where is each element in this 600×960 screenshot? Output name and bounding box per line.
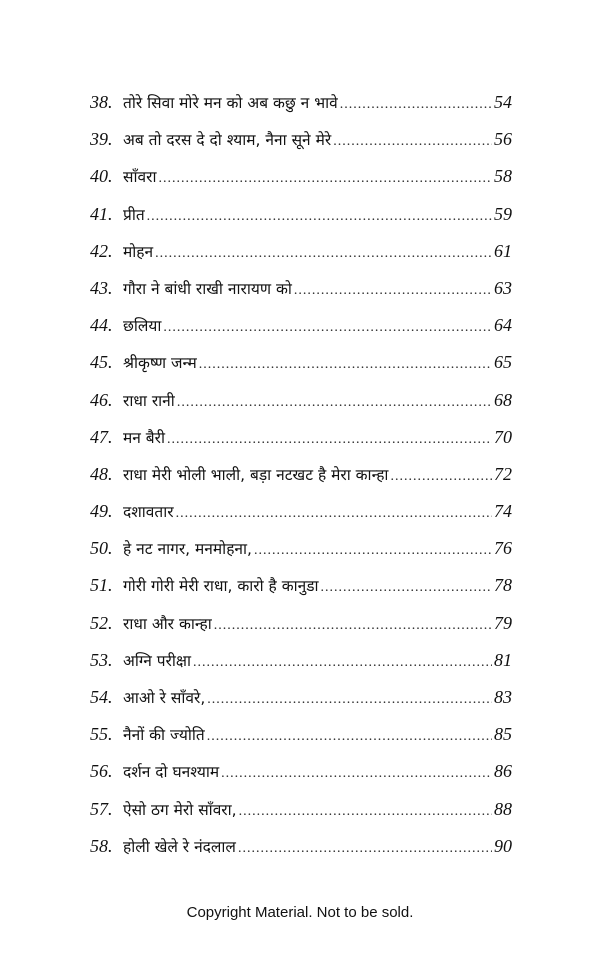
entry-number: 58. — [90, 835, 113, 856]
dot-leader — [238, 830, 492, 867]
dot-leader — [254, 532, 492, 569]
dot-leader — [176, 495, 492, 532]
entry-page-number: 58 — [494, 166, 512, 187]
toc-entry — [90, 642, 512, 679]
entry-page-number: 74 — [494, 501, 512, 522]
entry-title: दशावतार — [123, 503, 174, 522]
entry-page-number: 81 — [494, 649, 512, 670]
dot-leader — [214, 607, 492, 644]
entry-title: मन बैरी — [123, 428, 166, 447]
dot-leader — [321, 569, 492, 606]
entry-number: 42. — [90, 240, 113, 261]
entry-page-number: 56 — [494, 129, 512, 150]
entry-title: साँवरा — [123, 168, 157, 187]
entry-number: 49. — [90, 501, 113, 522]
entry-number: 51. — [90, 575, 113, 596]
dot-leader — [147, 198, 492, 235]
entry-number: 44. — [90, 315, 113, 336]
toc-entry — [90, 791, 512, 828]
entry-title: आओ रे साँवरे, — [123, 689, 206, 707]
entry-number: 56. — [90, 761, 113, 782]
dot-leader — [239, 793, 492, 830]
entry-number: 52. — [90, 612, 113, 633]
entry-number: 43. — [90, 277, 113, 298]
entry-title: राधा और कान्हा — [123, 614, 212, 633]
entry-title: दर्शन दो घनश्याम — [123, 763, 220, 782]
toc-entry — [90, 158, 512, 195]
dot-leader — [390, 458, 492, 495]
toc-entry — [90, 84, 512, 121]
entry-number: 53. — [90, 649, 113, 670]
entry-page-number: 76 — [494, 538, 512, 559]
entry-title: राधा रानी — [123, 391, 175, 410]
entry-title: अब तो दरस दे दो श्याम, नैना सूने मेरे — [123, 131, 332, 150]
dot-leader — [163, 309, 492, 346]
toc-entry — [90, 307, 512, 344]
dot-leader — [193, 644, 492, 681]
entry-number: 40. — [90, 166, 113, 187]
entry-title: श्रीकृष्ण जन्म — [123, 354, 197, 373]
entry-title: राधा मेरी भोली भाली, बड़ा नटखट है मेरा कान्हा — [123, 465, 389, 484]
entry-title: हे नट नागर, मनमोहना, — [123, 540, 252, 559]
entry-number: 47. — [90, 426, 113, 447]
toc-entry — [90, 828, 512, 865]
entry-number: 54. — [90, 687, 113, 707]
toc-entry — [90, 233, 512, 270]
entry-number: 48. — [90, 463, 113, 484]
entry-number: 46. — [90, 389, 113, 410]
entry-page-number: 63 — [494, 277, 512, 298]
entry-number: 41. — [90, 203, 113, 224]
entry-page-number: 83 — [494, 687, 512, 707]
entry-number: 50. — [90, 538, 113, 559]
entry-title: गौरा ने बांधी राखी नारायण को — [123, 279, 292, 298]
dot-leader — [221, 755, 492, 792]
entry-title: अग्नि परीक्षा — [123, 651, 192, 670]
entry-page-number: 65 — [494, 352, 512, 373]
entry-number: 38. — [90, 92, 113, 112]
toc-entry — [90, 196, 512, 233]
entry-title: मोहन — [123, 242, 154, 261]
entry-page-number: 90 — [494, 835, 512, 856]
entry-page-number: 70 — [494, 426, 512, 447]
entry-number: 39. — [90, 129, 113, 150]
toc-entry — [90, 121, 512, 158]
dot-leader — [294, 272, 492, 309]
entry-number: 55. — [90, 724, 113, 745]
toc-entry — [90, 456, 512, 493]
entry-page-number: 88 — [494, 798, 512, 819]
table-of-contents — [90, 84, 512, 865]
toc-entry — [90, 716, 512, 753]
toc-entry — [90, 382, 512, 419]
entry-title: तोरे सिवा मोरे मन को अब कछु न भावे — [123, 94, 338, 112]
entry-title: प्रीत — [123, 205, 145, 224]
toc-entry — [90, 493, 512, 530]
dot-leader — [167, 421, 492, 458]
toc-entry — [90, 419, 512, 456]
toc-entry — [90, 605, 512, 642]
dot-leader — [340, 86, 492, 123]
entry-title: नैनों की ज्योति — [123, 726, 205, 745]
dot-leader — [207, 718, 492, 755]
entry-page-number: 86 — [494, 761, 512, 782]
entry-page-number: 59 — [494, 203, 512, 224]
dot-leader — [199, 346, 492, 383]
entry-title: ऐसो ठग मेरो साँवरा, — [123, 800, 237, 819]
dot-leader — [155, 235, 492, 272]
dot-leader — [177, 384, 492, 421]
entry-page-number: 78 — [494, 575, 512, 596]
toc-entry — [90, 270, 512, 307]
dot-leader — [158, 160, 492, 197]
toc-entry — [90, 679, 512, 716]
entry-title: छलिया — [123, 317, 162, 336]
entry-page-number: 61 — [494, 240, 512, 261]
entry-page-number: 68 — [494, 389, 512, 410]
toc-entry — [90, 567, 512, 604]
entry-page-number: 85 — [494, 724, 512, 745]
dot-leader — [207, 681, 492, 718]
entry-title: होली खेले रे नंदलाल — [123, 837, 236, 856]
entry-page-number: 64 — [494, 315, 512, 336]
toc-entry — [90, 530, 512, 567]
entry-page-number: 54 — [494, 92, 512, 112]
entry-page-number: 72 — [494, 463, 512, 484]
entry-number: 45. — [90, 352, 113, 373]
toc-entry — [90, 753, 512, 790]
entry-title: गोरी गोरी मेरी राधा, कारो है कानुडा — [123, 577, 319, 596]
entry-number: 57. — [90, 798, 113, 819]
copyright-footer: Copyright Material. Not to be sold. — [186, 904, 414, 921]
entry-page-number: 79 — [494, 612, 512, 633]
dot-leader — [333, 123, 492, 160]
toc-entry — [90, 344, 512, 381]
